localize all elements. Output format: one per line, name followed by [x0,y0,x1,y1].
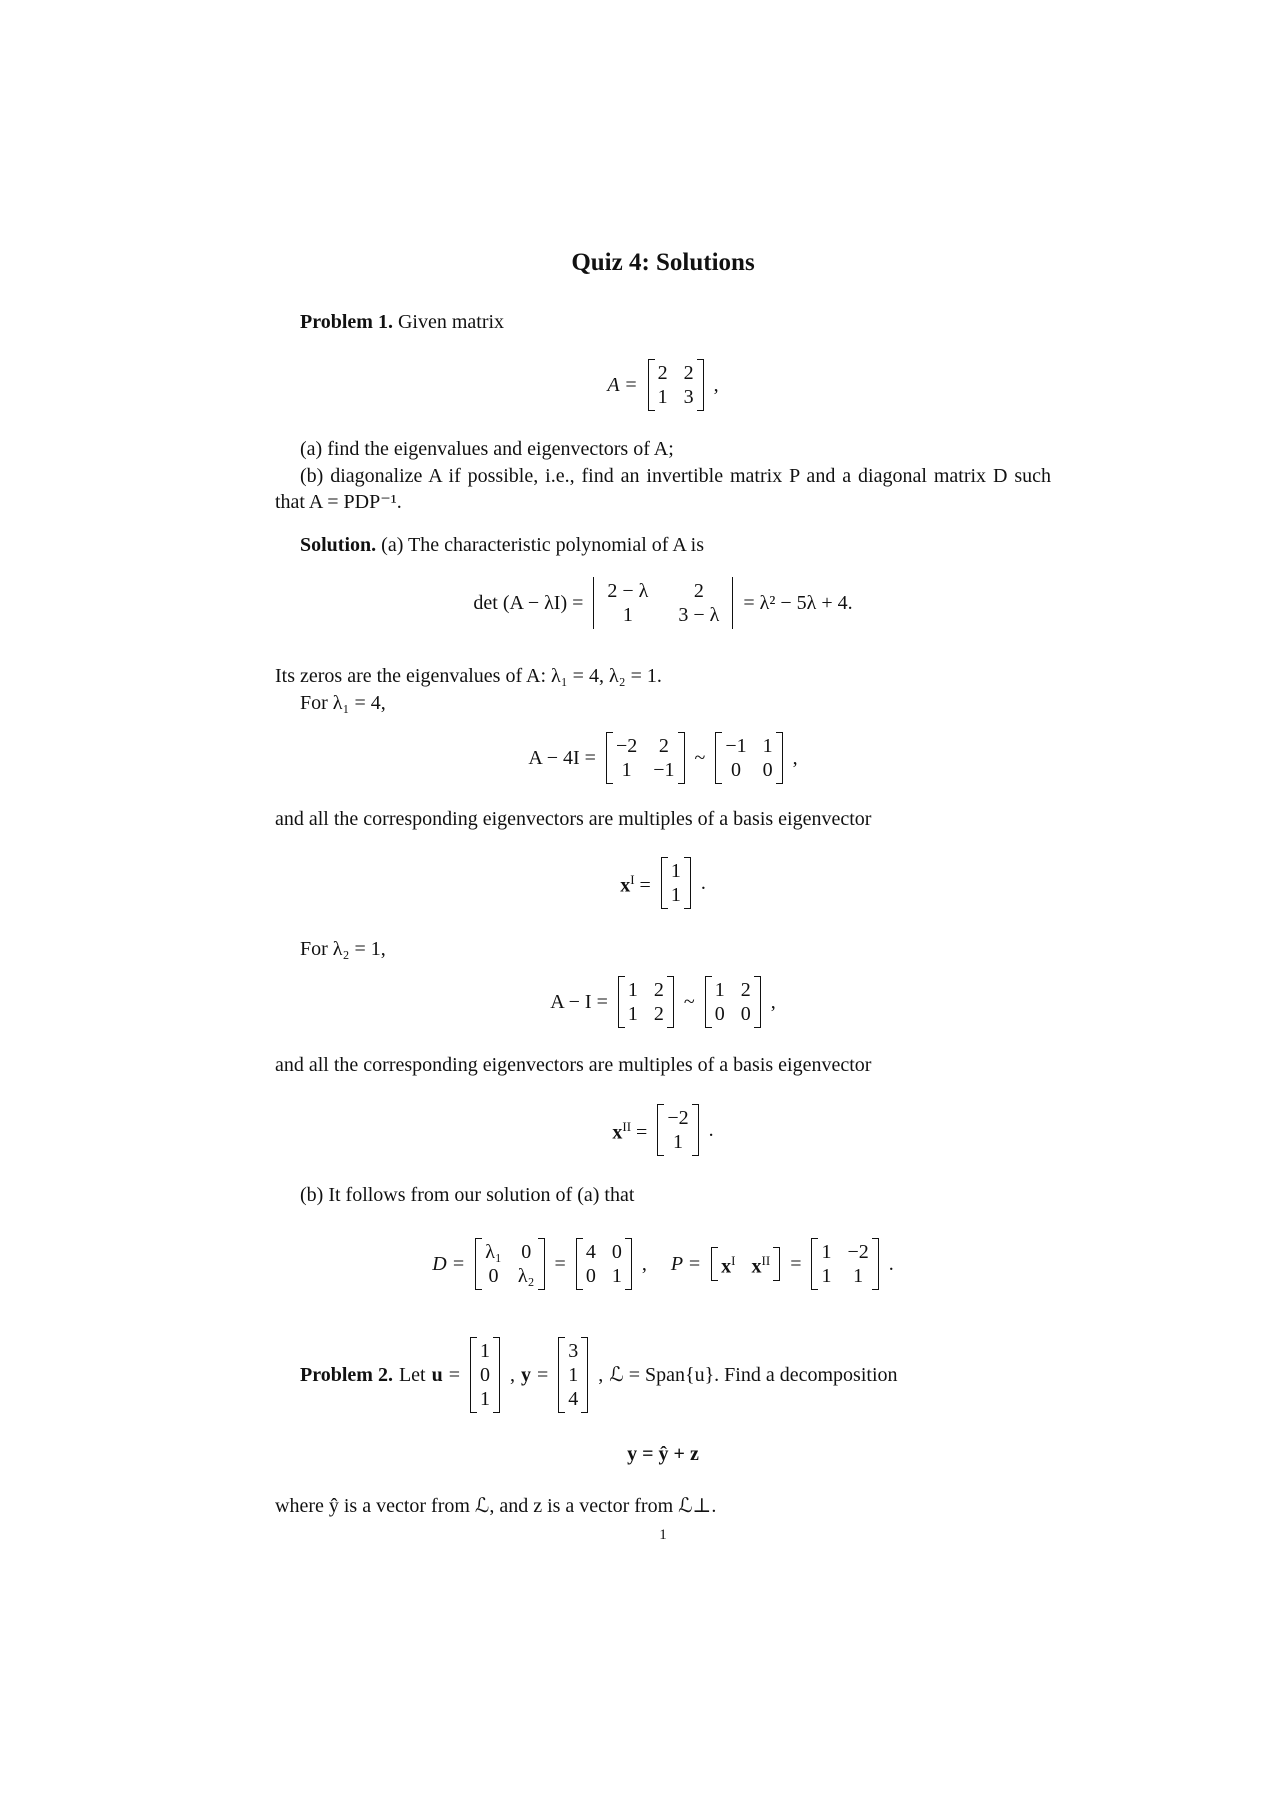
matrix-cell: 0 [585,1265,596,1287]
for-lambda1: For λ₁ = 4, [300,692,386,714]
solution-label: Solution. [300,534,377,556]
matrix-p-symbolic: $x^I$ $x^{II}$ [711,1247,780,1281]
matrix-cell: 0 [714,1003,725,1025]
matrix-cell: 0 [611,1241,622,1263]
matrix-cell: 1 [762,735,773,757]
diagonalization-equation [275,1239,1051,1289]
punct: . [888,1253,894,1275]
matrix-cell: 0 [730,759,741,781]
matrix-cell: 1 [621,759,632,781]
eq-lhs: $x^{II}$ = [612,1119,648,1144]
eigenvector-2 [657,1104,698,1156]
matrix-cell: 2 [658,735,669,757]
eq-lhs: det (A − λI) = [473,592,584,614]
matrix-p [811,1238,878,1290]
matrix-cell: 2 [683,362,694,384]
for-lambda2: For λ₂ = 1, [300,938,386,960]
equals: = [537,1364,549,1386]
page-number: 1 [659,1527,667,1543]
matrix-cell: 1 [657,386,668,408]
punct: , [510,1364,516,1386]
matrix-cell: 2 [693,580,704,602]
y-symbol: y [521,1364,532,1386]
eq-lhs: A − 4I = [528,747,596,769]
matrix-a-minus-4i [606,732,685,784]
determinant-equation [275,578,1051,628]
punct: . [700,872,706,894]
basis-text-1: and all the corresponding eigenvectors are multiples of a basis eigenvector [275,808,872,830]
p-lhs: P = [670,1253,702,1275]
matrix-d [576,1238,632,1290]
problem-2-statement [275,1335,1076,1415]
matrix-cell: 4 [585,1241,596,1263]
punct: . [708,1119,714,1141]
matrix-cell: 1 [672,1131,683,1153]
equals: = [448,1364,461,1386]
part-b-solution-text: (b) It follows from our solution of (a) that [300,1184,635,1206]
matrix-cell: 1 [568,1364,579,1386]
a-minus-i-equation [275,977,1051,1027]
matrix-cell: 4 [568,1388,579,1410]
matrix-cell: λ₂ [517,1265,535,1287]
matrix-cell: 2 [653,1003,664,1025]
eigenvector-1-equation [275,858,1051,908]
matrix-cell: −2 [847,1241,869,1263]
solution-text: (a) The characteristic polynomial of A is [381,534,705,556]
basis-text-2: and all the corresponding eigenvectors are multiples of a basis eigenvector [275,1054,872,1076]
decomposition-equation: y = ŷ + z [627,1443,699,1465]
part-a-text: (a) find the eigenvalues and eigenvectors of A; [300,438,674,460]
punct: , [598,1364,604,1386]
eq-rhs: = λ² − 5λ + 4. [743,592,853,614]
punct: , [770,991,776,1013]
solution-intro [275,532,1076,558]
matrix-cell: 1 [670,860,681,882]
eq-lhs: $x^I$ = [620,872,651,897]
matrix-reduced-2 [705,976,761,1028]
eigenvalues-text: Its zeros are the eigenvalues of A: λ₁ = 4, λ₂ = 1. [275,665,662,687]
matrix-cell: −2 [615,735,638,757]
let-text: Let [398,1364,426,1386]
matrix-cell: 1 [611,1265,622,1287]
matrix-cell: 0 [740,1003,751,1025]
eq-lhs: A = [607,374,638,396]
matrix-cell: 1 [821,1241,832,1263]
row-equivalent: ~ [683,991,695,1013]
where-text: where ŷ is a vector from ℒ, and z is a vector from ℒ⊥. [275,1495,717,1517]
matrix-cell: 2 − λ [607,580,649,602]
matrix-cell: 1 [480,1388,491,1410]
matrix-cell: 1 [480,1340,491,1362]
problem-1-label: Problem 1. [300,311,393,333]
matrix-cell: 1 [714,979,725,1001]
matrix-a-minus-i [618,976,674,1028]
d-lhs: D = [432,1253,466,1275]
matrix-cell: 1 [821,1265,832,1287]
part-b-text: (b) diagonalize A if possible, i.e., find an invertible matrix P and a diagonal matrix D such that A = PDP⁻¹. [275,465,1051,513]
vector-u [470,1337,500,1413]
vector-y [558,1337,588,1413]
matrix-d-symbolic [475,1238,544,1290]
matrix-cell: 1 [670,884,681,906]
matrix-cell: −1 [653,759,675,781]
matrix-a [648,359,704,411]
eq-lhs: A − I = [550,991,608,1013]
matrix-cell: 2 [740,979,751,1001]
matrix-cell: 2 [653,979,664,1001]
matrix-cell: 1 [622,604,633,626]
matrix-a-equation [275,360,1051,410]
matrix-reduced-1 [715,732,782,784]
row-equivalent: ~ [694,747,706,769]
a-minus-4i-equation [275,733,1051,783]
problem-1-statement [275,309,1076,335]
determinant-matrix [593,577,733,629]
problem-1-text: Given matrix [397,311,505,333]
punct: , [792,747,798,769]
equals: = [790,1253,802,1275]
matrix-cell: −2 [667,1107,689,1129]
u-symbol: u [431,1364,443,1386]
matrix-cell: 1 [627,1003,638,1025]
eigenvector-1 [661,857,691,909]
matrix-cell: 0 [480,1364,491,1386]
matrix-cell: 3 [683,386,694,408]
matrix-cell: 0 [762,759,773,781]
matrix-cell: 0 [521,1241,532,1263]
matrix-cell: 1 [627,979,638,1001]
problem-2-label: Problem 2. [300,1364,393,1386]
matrix-cell: 2 [657,362,668,384]
punct: , [641,1253,647,1275]
page-title: Quiz 4: Solutions [571,249,755,276]
matrix-cell: −1 [725,735,747,757]
matrix-cell: 0 [488,1265,499,1287]
matrix-cell: 3 [568,1340,579,1362]
matrix-cell: λ₁ [485,1241,502,1263]
eigenvector-2-equation [275,1105,1051,1155]
matrix-cell: 3 − λ [678,604,720,626]
matrix-cell: 1 [853,1265,864,1287]
punct: , [713,374,719,396]
equals: = [554,1253,566,1275]
span-text: ℒ = Span{u}. Find a decomposition [609,1364,898,1386]
